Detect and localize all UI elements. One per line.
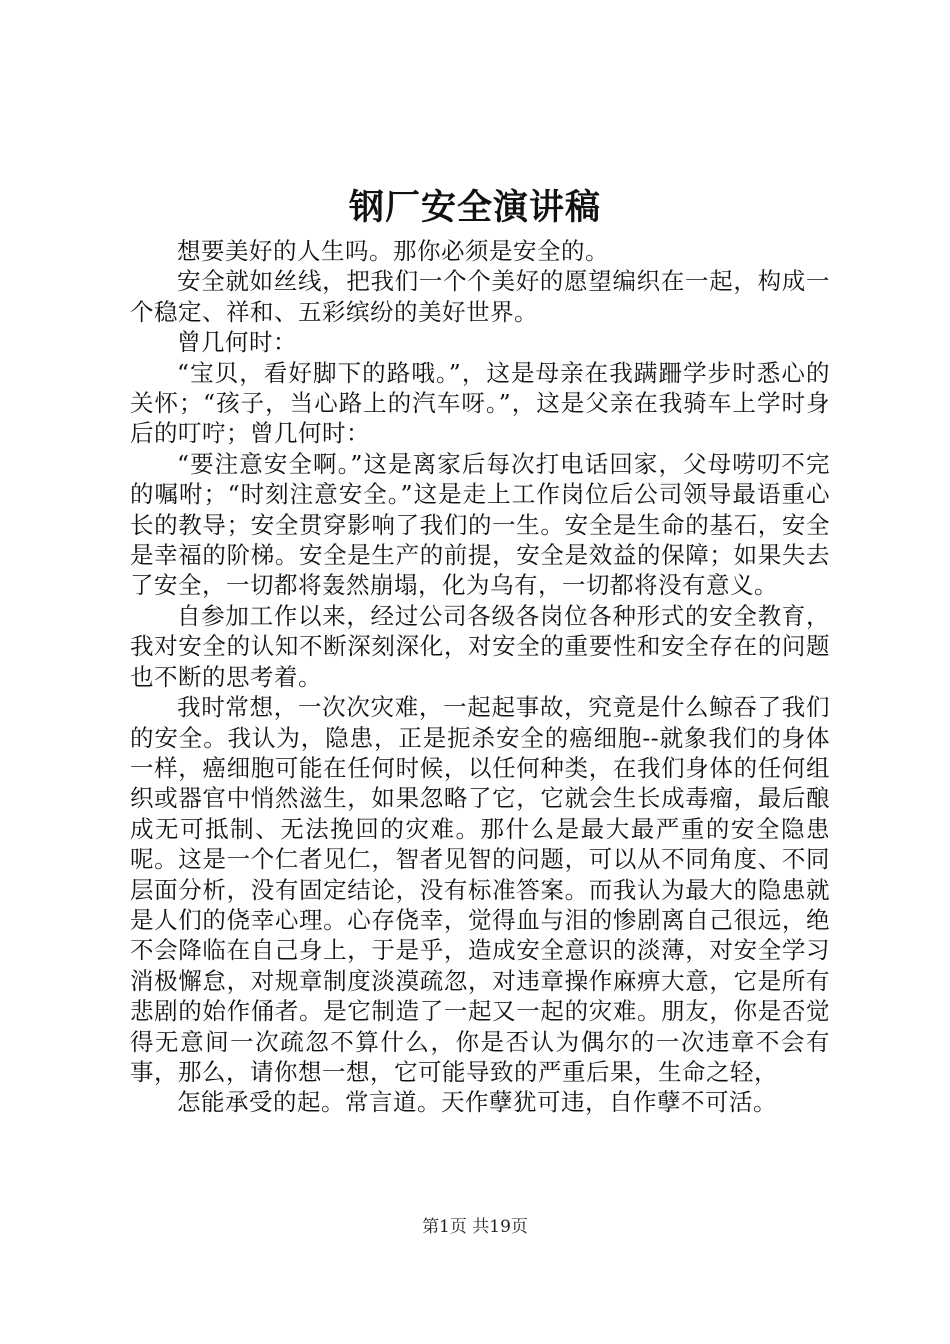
- paragraph: 想要美好的人生吗。那你必须是安全的。: [177, 237, 609, 265]
- paragraph: 我时常想，一次次灾难，一起起事故，究竟是什么鲸吞了我们的安全。我认为，隐患，正是扼杀安全的癌细胞--就象我们的身体一样，癌细胞可能在任何时候，以任何种类，在我们身体的任何组织或器官中悄然滋生，如果忽略了它，它就会生长成毒瘤，最后酿成无可抵制、无法挽回的灾难。那什么是最大最严重的安全隐患呢。这是一个仁者见仁，智者见智的问题，可以从不同角度、不同层面分析，没有固定结论，没有标准答案。而我认为最大的隐患就是人们的侥幸心理。心存侥幸，觉得血与泪的惨剧离自己很远，绝不会降临在自己身上，于是乎，造成安全意识的淡薄，对安全学习消极懈怠，对规章制度淡漠疏忽，对违章操作麻痹大意，它是所有悲剧的始作俑者。是它制造了一起又一起的灾难。朋友，你是否觉得无意间一次疏忽不算什么，你是否认为偶尔的一次违章不会有事，那么，请你想一想，它可能导致的严重后果，生命之轻，: [130, 693, 830, 1086]
- paragraph: 怎能承受的起。常言道。天作孽犹可违，自作孽不可活。: [177, 1088, 777, 1117]
- paragraph: 自参加工作以来，经过公司各级各岗位各种形式的安全教育，我对安全的认知不断深刻深化，对安全的重要性和安全存在的问题也不断的思考着。: [130, 601, 830, 691]
- page-number-footer: 第1页 共19页: [422, 1217, 528, 1237]
- paragraph: 曾几何时：: [177, 328, 297, 357]
- paragraph: “宝贝，看好脚下的路哦。”，这是母亲在我蹒跚学步时悉心的关怀；“孩子，当心路上的汽车呀。”，这是父亲在我骑车上学时身后的叮咛；曾几何时：: [130, 358, 830, 448]
- document-title: 钢厂安全演讲稿: [348, 187, 601, 228]
- document-body: [130, 236, 830, 1118]
- paragraph: 安全就如丝线，把我们一个个美好的愿望编织在一起，构成一个稳定、祥和、五彩缤纷的美好世界。: [130, 267, 830, 326]
- paragraph: “要注意安全啊。”这是离家后每次打电话回家，父母唠叨不完的嘱咐；“时刻注意安全。”这是走上工作岗位后公司领导最语重心长的教导；安全贯穿影响了我们的一生。安全是生命的基石，安全是幸福的阶梯。安全是生产的前提，安全是效益的保障；如果失去了安全，一切都将轰然崩塌，化为乌有，一切都将没有意义。: [130, 449, 830, 600]
